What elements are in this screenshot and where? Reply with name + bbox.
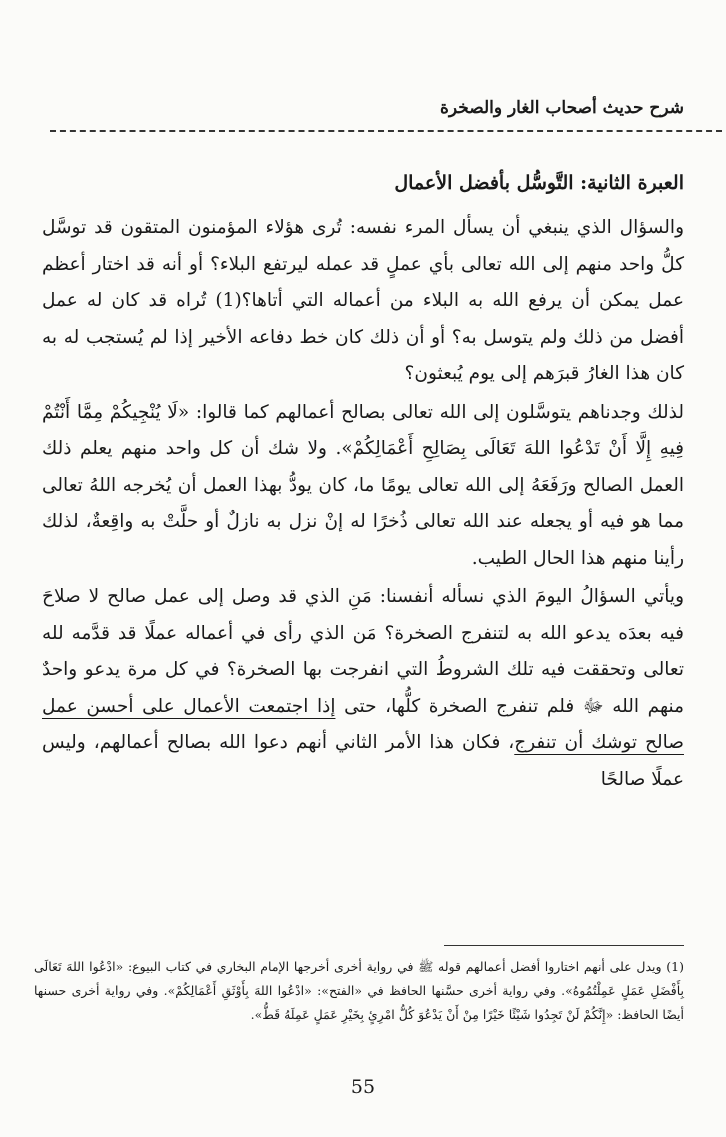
footnote-divider xyxy=(444,945,684,946)
paragraph-1: والسؤال الذي ينبغي أن يسأل المرء نفسه: تُرى هؤلاء المؤمنون المتقون قد توسَّل كلُّ واحد منهم إلى الله تعالى بأي عملٍ قد عمله ليرتفع البلاء؟ أو أنه قد اختار أعظم عمل يمكن أن يرفع الله به البلاء من أعماله التي أتاها؟(1) تُراه قد كان له عمل أفضل من ذلك ولم يتوسل به؟ أو أن ذلك كان خط دفاعه الأخير إذا لم يُستجب له به كان هذا الغارُ قبرَهم إلى يوم يُبعثون؟ xyxy=(42,217,684,384)
paragraph-3-start: ويأتي السؤالُ اليومَ الذي نسأله أنفسنا: مَنِ الذي قد وصل إلى عمل صالح لا صلاحَ فيه بعدَه يدعو الله به لتنفرج الصخرة؟ مَن الذي رأى في أعماله عملًا قد قدَّمه لله تعالى وتحققت فيه تلك الشروطُ التي انفرجت بها الصخرة؟ في كل مرة يدعو واحدٌ منهم الله ﷻ فلم تنفرج الصخرة كلُّها، حتى xyxy=(42,586,684,717)
body-text xyxy=(42,210,684,798)
paragraph-2: لذلك وجدناهم يتوسَّلون إلى الله تعالى بصالح أعمالهم كما قالوا: «لَا يُنْجِيكُمْ مِمَّا أَنْتُمْ فِيهِ إِلَّا أَنْ تَدْعُوا اللهَ تَعَالَى بِصَالِحِ أَعْمَالِكُمْ». ولا شك أن كل واحد منهم يعلم ذلك العمل الصالح ورَفَعَهُ إلى الله تعالى يومًا ما، كان يودُّ بهذا العمل أن يُخرجه اللهُ تعالى مما هو فيه أو يجعله عند الله تعالى ذُخرًا له إنْ نزل به نازلٌ أو حلَّتْ به واقِعةٌ، لذلك رأينا منهم هذا الحال الطيب. xyxy=(42,401,684,569)
footnote-text: (1) ويدل على أنهم اختاروا أفضل أعمالهم قوله ﷺ في رواية أخرى أخرجها الإمام البخاري في كتاب البيوع: «ادْعُوا اللهَ تَعَالَى بِأَفْضَلِ عَمَلٍ عَمِلْتُمُوهُ». وفي رواية أخرى حسَّنها الحافظ في «الفتح»: «ادْعُوا اللهَ بِأَوْثَقِ أَعْمَالِكُمْ». وفي رواية أخرى حسنها أيضًا الحافظ: «إِنَّكُمْ لَنْ تَجِدُوا شَيْئًا خَيْرًا مِنْ أَنْ يَدْعُوَ كُلُّ امْرِئٍ بِخَيْرِ عَمَلٍ عَمِلَهُ قَطُّ». xyxy=(34,959,684,1022)
header-divider xyxy=(50,130,722,132)
section-heading: العبرة الثانية: التَّوسُّل بأفضل الأعمال xyxy=(394,172,684,194)
footnote xyxy=(34,955,684,1027)
page-number: 55 xyxy=(350,1076,376,1098)
running-header: شرح حديث أصحاب الغار والصخرة xyxy=(439,98,684,118)
paragraph-3 xyxy=(42,579,684,798)
underlined-phrase: إذا اجتمعت الأعمال على أحسن عمل صالح توشك أن تنفرج xyxy=(42,695,684,753)
paragraph-3-end: ، فكان هذا الأمر الثاني أنهم دعوا الله بصالح أعمالهم، وليس عملًا صالحًا xyxy=(42,732,684,790)
